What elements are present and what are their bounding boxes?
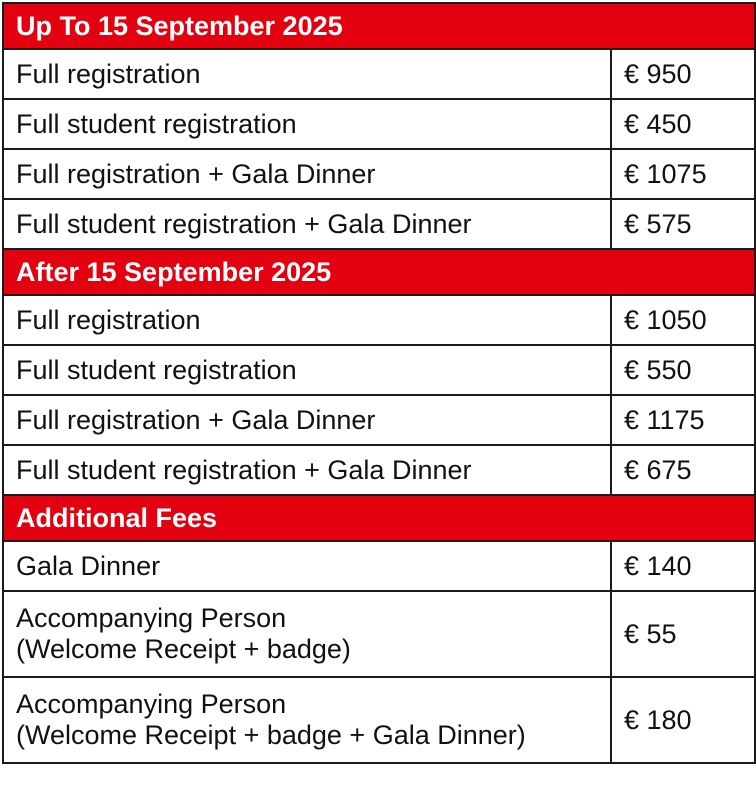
fee-price: € 180 <box>611 677 755 763</box>
fee-price: € 1075 <box>611 149 755 199</box>
table-row <box>3 49 755 99</box>
section-title: Up To 15 September 2025 <box>3 3 755 49</box>
table-row <box>3 677 755 763</box>
section-title: After 15 September 2025 <box>3 249 755 295</box>
fee-label-line: Accompanying Person <box>16 603 287 633</box>
fee-label: Full student registration <box>3 345 611 395</box>
section-header-early <box>3 3 755 49</box>
fee-price: € 575 <box>611 199 755 249</box>
fee-price: € 950 <box>611 49 755 99</box>
fee-price: € 1050 <box>611 295 755 345</box>
table-row <box>3 149 755 199</box>
fee-price: € 1175 <box>611 395 755 445</box>
fee-label: Full student registration <box>3 99 611 149</box>
fee-label: Full student registration + Gala Dinner <box>3 445 611 495</box>
fee-label: Full registration <box>3 295 611 345</box>
fee-label: Gala Dinner <box>3 541 611 591</box>
fee-price: € 140 <box>611 541 755 591</box>
table-row <box>3 541 755 591</box>
fee-label: Full registration + Gala Dinner <box>3 395 611 445</box>
section-header-late <box>3 249 755 295</box>
table-row <box>3 99 755 149</box>
fee-price: € 450 <box>611 99 755 149</box>
fee-label: Full registration + Gala Dinner <box>3 149 611 199</box>
table-row <box>3 591 755 677</box>
registration-fees-table <box>2 2 756 764</box>
fee-label: Full registration <box>3 49 611 99</box>
table-row <box>3 199 755 249</box>
fee-label-line: Accompanying Person <box>16 689 287 719</box>
table-row <box>3 345 755 395</box>
fee-price: € 55 <box>611 591 755 677</box>
table-row <box>3 295 755 345</box>
fee-label-line: (Welcome Receipt + badge) <box>16 634 351 664</box>
section-title: Additional Fees <box>3 495 755 541</box>
section-header-additional <box>3 495 755 541</box>
table-row <box>3 445 755 495</box>
fee-label-line: (Welcome Receipt + badge + Gala Dinner) <box>16 720 526 750</box>
fee-label: Full student registration + Gala Dinner <box>3 199 611 249</box>
fee-label <box>3 677 611 763</box>
fee-price: € 550 <box>611 345 755 395</box>
fee-price: € 675 <box>611 445 755 495</box>
table-row <box>3 395 755 445</box>
fee-label <box>3 591 611 677</box>
